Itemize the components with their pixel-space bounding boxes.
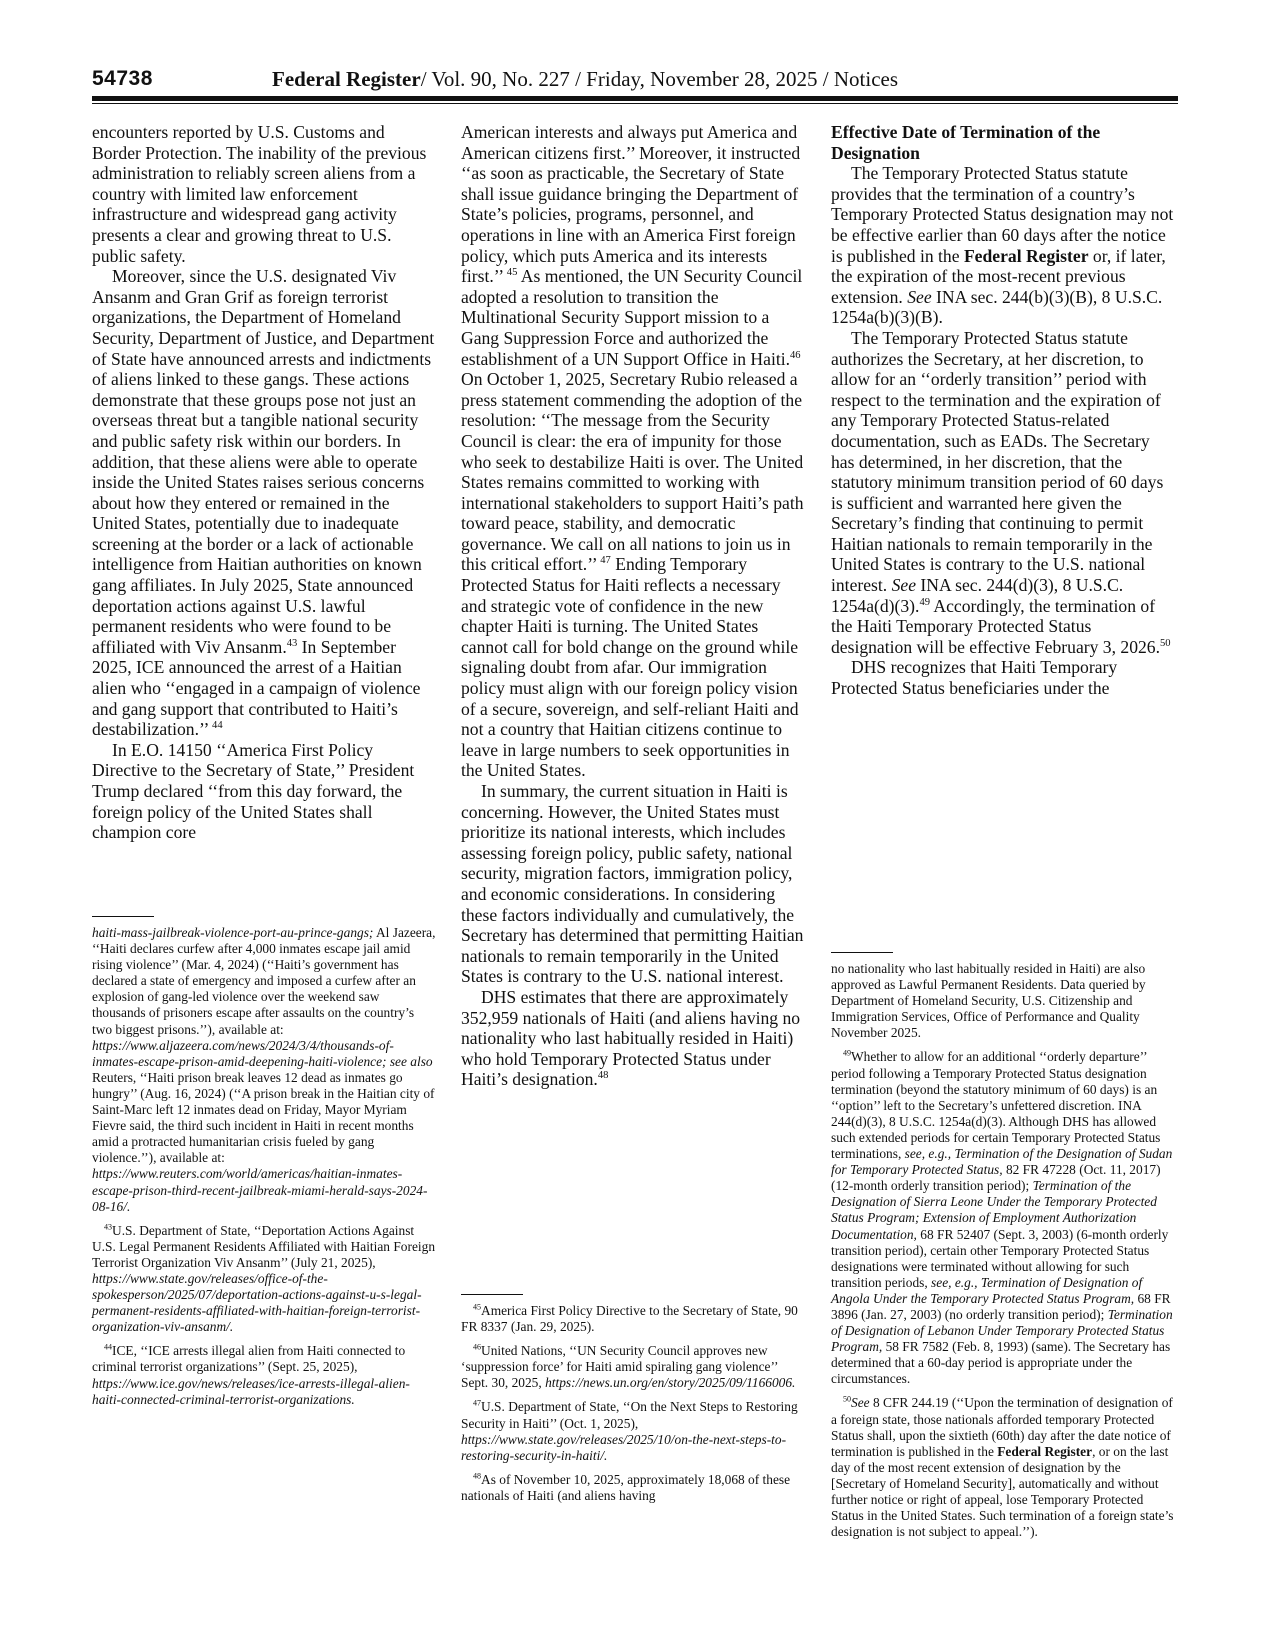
text-run: U.S. Department of State, ‘‘On the Next Steps to Restoring Security in Haiti’’ (Oct. 1, 2025), [461,1399,798,1431]
publication-name: Federal Register [997,1443,1093,1459]
url: https://news.un.org/en/story/2025/09/1166006. [545,1375,796,1391]
text-run: America First Policy Directive to the Secretary of State, 90 FR 8337 (Jan. 29, 2025). [461,1303,798,1335]
text-run: As of November 10, 2025, approximately 18,068 of these nationals of Haiti (and aliens having [461,1471,791,1503]
masthead [272,64,1178,94]
paragraph: In summary, the current situation in Haiti is concerning. However, the United States must prioritize its national interests, which includes assessing foreign policy, public safety, national security, migration factors, immigration policy, and economic considerations. In considering these factors individually and cumulatively, the Secretary has determined that permitting Haitian nationals to remain temporarily in the United States is contrary to the U.S. national interest. [461,781,804,987]
paragraph [92,266,436,740]
footnote-number: 46 [473,1342,482,1352]
footnote-number: 43 [104,1222,113,1232]
publication-name: Federal Register [963,245,1089,266]
text-run: INA sec. 244(d)(3), 8 U.S.C. 1254a(d)(3). [831,575,1124,616]
text-run: , or on the last day of the most recent extension of designation by the [Secretary of Homeland Security], automatically and without further notice or right of appeal, lose Temporary Protected Status in the United States. Such termination of a foreign state’s designation is not subject to appeal.’’). [831,1443,1174,1540]
footnote-ref: 49 [919,596,930,608]
url: https://www.aljazeera.com/news/2024/3/4/thousands-of-inmates-escape-prison-amid-deepening-haiti-violence; see also [92,1037,433,1069]
citation-title: see, e.g., Termination of Designation of Angola Under the Temporary Protected Status Program, [831,1274,1143,1306]
footnote-continuation: no nationality who last habitually resided in Haiti) are also approved as Lawful Permanent Residents. Data queried by Department of Homeland Security, U.S. Citizenship and Immigration Services, Office of Performance and Quality November 2025. [831,961,1146,1041]
column-1-footnotes [92,925,436,1408]
url: https://www.state.gov/releases/2025/10/on-the-next-steps-to-restoring-security-in-haiti/. [461,1431,787,1463]
footnote-ref: 46 [790,349,801,361]
footnote-rule [461,1294,523,1295]
text-run: As mentioned, the UN Security Council adopted a resolution to transition the Multinational Security Support mission to a Gang Suppression Force and authorized the establishment of a UN Support Office in Haiti. [461,266,803,369]
citation-title: see, e.g., Termination of the Designation of Sudan for Temporary Protected Status, [831,1146,1173,1178]
footnote-47 [461,1399,805,1463]
text-run: The Temporary Protected Status statute provides that the termination of a country’s Temporary Protected Status designation may not be effective earlier than 60 days after the notice is published in the [831,163,1174,266]
footnote-46 [461,1343,805,1391]
text-run: 58 FR 7582 (Feb. 8, 1993) (same). The Secretary has determined that a 60-day period is appropriate under the circumstances. [831,1339,1171,1387]
footnote-ref: 47 [597,555,611,567]
paragraph [461,987,805,1090]
footnote-continuation [92,925,436,1215]
text-run: INA sec. 244(b)(3)(B), 8 U.S.C. 1254a(b)(3)(B). [831,286,1163,328]
text-run: DHS estimates that there are approximately 352,959 nationals of Haiti (and aliens having no nationality who last habitually resided in Haiti) who hold Temporary Protected Status under Haiti’s designation. [461,986,801,1090]
citation-title: Termination of Designation of Lebanon Under Temporary Protected Status Program, [831,1306,1173,1355]
footnote-45 [461,1303,805,1335]
footnote-ref: 43 [286,637,298,649]
section-heading: Effective Date of Termination of the Designation [831,122,1101,163]
footnote-number: 49 [843,1049,852,1058]
footnote-ref: 48 [597,1070,609,1082]
paragraph: encounters reported by U.S. Customs and Border Protection. The inability of the previous administration to reliably screen aliens from a country with limited law enforcement infrastructure and widespread gang activity presents a clear and growing threat to U.S. public safety. [92,122,427,266]
footnote-number: 48 [473,1471,482,1481]
text-run: U.S. Department of State, ‘‘Deportation Actions Against U.S. Legal Permanent Residents Affiliated with Haitian Foreign Terrorist Organization Viv Ansanm’’ (July 21, 2025), [92,1222,436,1270]
citation-title: Termination of the Designation of Sierra Leone Under the Temporary Protected Status Program; Extension of Employment Authorization Documentation, [831,1178,1157,1242]
footnote-rule [92,916,154,917]
column-1-body [92,122,436,916]
footnote-number: 50 [843,1394,852,1404]
page-number: 54738 [92,67,153,90]
text-run: Reuters, ‘‘Haiti prison break leaves 12 dead as inmates go hungry’’ (Aug. 16, 2024) (‘‘A prison break in the Haitian city of Saint-Marc left 12 inmates dead on Friday, Mayor Myriam Fievre said, the third such incident in Haiti in recent months amid a protracted humanitarian crisis fueled by gang violence.’’), available at: [92,1069,435,1166]
signal-word: See [891,575,917,596]
text-run: Accordingly, the termination of the Haiti Temporary Protected Status designation will be effective February 3, 2026. [831,595,1160,657]
text-run: The Temporary Protected Status statute authorizes the Secretary, at her discretion, to allow for an ‘‘orderly transition’’ period with respect to the termination and the expiration of any Temporary Protected Status-related documentation, such as EADs. The Secretary has determined, in her discretion, that the statutory minimum transition period of 60 days is sufficient and warranted here given the Secretary’s finding that continuing to permit Haitian nationals to remain temporarily in the United States is contrary to the U.S. national interest. [831,327,1164,596]
footnote-number: 47 [473,1399,482,1408]
column-3-body [831,122,1175,952]
text-run: 68 FR 3896 (Jan. 27, 2003) (no orderly transition period); [831,1290,1171,1322]
url: https://www.ice.gov/news/releases/ice-arrests-illegal-alien-haiti-connected-criminal-terrorist-organizations. [92,1375,410,1407]
column-1 [92,122,436,1408]
header-rule-thin [92,103,1178,104]
page-header [92,64,1178,94]
footnote-ref: 44 [209,720,223,732]
paragraph [831,328,1175,658]
footnote-50 [831,1395,1175,1540]
footnote-number: 44 [104,1342,113,1352]
text-run: ICE, ‘‘ICE arrests illegal alien from Haiti connected to criminal terrorist organizations’’ (Sept. 25, 2025), [92,1343,406,1375]
footnote-number: 45 [473,1302,482,1312]
text-run: American interests and always put America and American citizens first.’’ Moreover, it instructed ‘‘as soon as practicable, the Secretary of State shall issue guidance bringing the Department of State’s policies, programs, personnel, and operations in line with an America First foreign policy, which puts America and its interests first.’’ [461,122,801,287]
column-2-footnotes [461,1303,805,1504]
url: https://www.reuters.com/world/americas/haitian-inmates-escape-prison-third-recent-jailbreak-miami-herald-says-2024-08-16/. [92,1166,428,1214]
text-run: Al Jazeera, ‘‘Haiti declares curfew after 4,000 inmates escape jail amid rising violence’’ (Mar. 4, 2024) (‘‘Haiti’s government has declared a state of emergency and imposed a curfew after an explosion of gang-led violence over the weekend saw thousands of prisoners escape after assaults on the country’s two biggest prisons.’’), available at: [92,925,436,1037]
paragraph: DHS recognizes that Haiti Temporary Protected Status beneficiaries under the [831,657,1118,699]
text-run: 68 FR 52407 (Sept. 3, 2003) (6-month orderly transition period), certain other Temporary Protected Status designations were terminated without allowing for such transition periods, [831,1226,1169,1290]
footnote-rule [831,952,893,953]
header-rule-thick [92,96,1178,101]
text-run: 8 CFR 244.19 (‘‘Upon the termination of designation of a foreign state, those nationals afforded temporary Protected Status shall, upon the sixtieth (60th) day after the date notice of termination is published in the [831,1395,1173,1459]
issue-line: / Vol. 90, No. 227 / Friday, November 28, 2025 / Notices [420,67,899,91]
footnote-ref: 50 [1159,637,1171,649]
text-run: Whether to allow for an additional ‘‘orderly departure’’ period following a Temporary Protected Status designation termination (beyond the statutory minimum of 60 days) is an ‘‘option’’ left to the Secretary’s unfettered discretion. INA 244(d)(3), 8 U.S.C. 1254a(d)(3). Although DHS has allowed such extended periods for certain Temporary Protected Status terminations, [831,1049,1161,1162]
url: https://www.state.gov/releases/office-of-the-spokesperson/2025/07/deportation-actions-against-u-s-legal-permanent-residents-affiliated-with-haitian-foreign-terrorist-organization-viv-ansanm/. [92,1270,422,1335]
footnote-ref: 45 [504,267,518,279]
text-run: On October 1, 2025, Secretary Rubio released a press statement commending the adoption of the resolution: ‘‘The message from the Security Council is clear: the era of impunity for those who seek to destabilize Haiti is over. The United States remains committed to working with international stakeholders to support Haiti’s path toward peace, stability, and democratic governance. We call on all nations to join us in this critical effort.’’ [461,369,804,575]
signal-word: See [851,1395,870,1411]
text-run: Moreover, since the U.S. designated Viv Ansanm and Gran Grif as foreign terrorist organizations, the Department of Homeland Security, Department of Justice, and Department of State have announced arrests and indictments of aliens linked to these gangs. These actions demonstrate that these groups pose not just an overseas threat but a tangible national security and public safety risk within our borders. In addition, that these aliens were able to operate inside the United States raises serious concerns about how they entered or remained in the United States, potentially due to inadequate screening at the border or a lack of actionable intelligence from Haitian authorities on known gang affiliates. In July 2025, State announced deportation actions against U.S. lawful permanent residents who were found to be affiliated with Viv Ansanm. [92,266,435,657]
column-3 [831,122,1175,1540]
column-2-body [461,122,805,1294]
text-run: 82 FR 47228 (Oct. 11, 2017) (12-month orderly transition period); [831,1162,1161,1194]
paragraph [831,163,1175,328]
column-3-footnotes [831,961,1175,1540]
footnote-49 [831,1049,1175,1387]
text-run: or, if later, the expiration of the most-recent previous extension. [831,245,1166,307]
url: haiti-mass-jailbreak-violence-port-au-prince-gangs; [92,925,374,940]
paragraph: In E.O. 14150 ‘‘America First Policy Directive to the Secretary of State,’’ President Trump declared ‘‘from this day forward, the foreign policy of the United States shall champion core [92,739,415,843]
footnote-48 [461,1472,805,1504]
signal-word: See [907,286,932,307]
publication-title: Federal Register [272,67,421,91]
text-run: Ending Temporary Protected Status for Haiti reflects a necessary and strategic vote of confidence in the new chapter Haiti is turning. The United States cannot call for bold change on the ground while signaling doubt from afar. Our immigration policy must align with our foreign policy vision of a secure, sovereign, and self-reliant Haiti and not a country that Haitian citizens continue to leave in large numbers to seek opportunities in the United States. [461,554,799,781]
column-2 [461,122,805,1504]
text-run: In September 2025, ICE announced the arrest of a Haitian alien who ‘‘engaged in a campaign of violence and gang support that contributed to Haiti’s destabilization.’’ [92,636,421,740]
text-run: United Nations, ‘‘UN Security Council approves new ‘suppression force’ for Haiti amid spiraling gang violence’’ Sept. 30, 2025, [461,1343,778,1391]
footnote-44 [92,1343,436,1407]
footnote-43 [92,1223,436,1336]
paragraph [461,122,805,781]
